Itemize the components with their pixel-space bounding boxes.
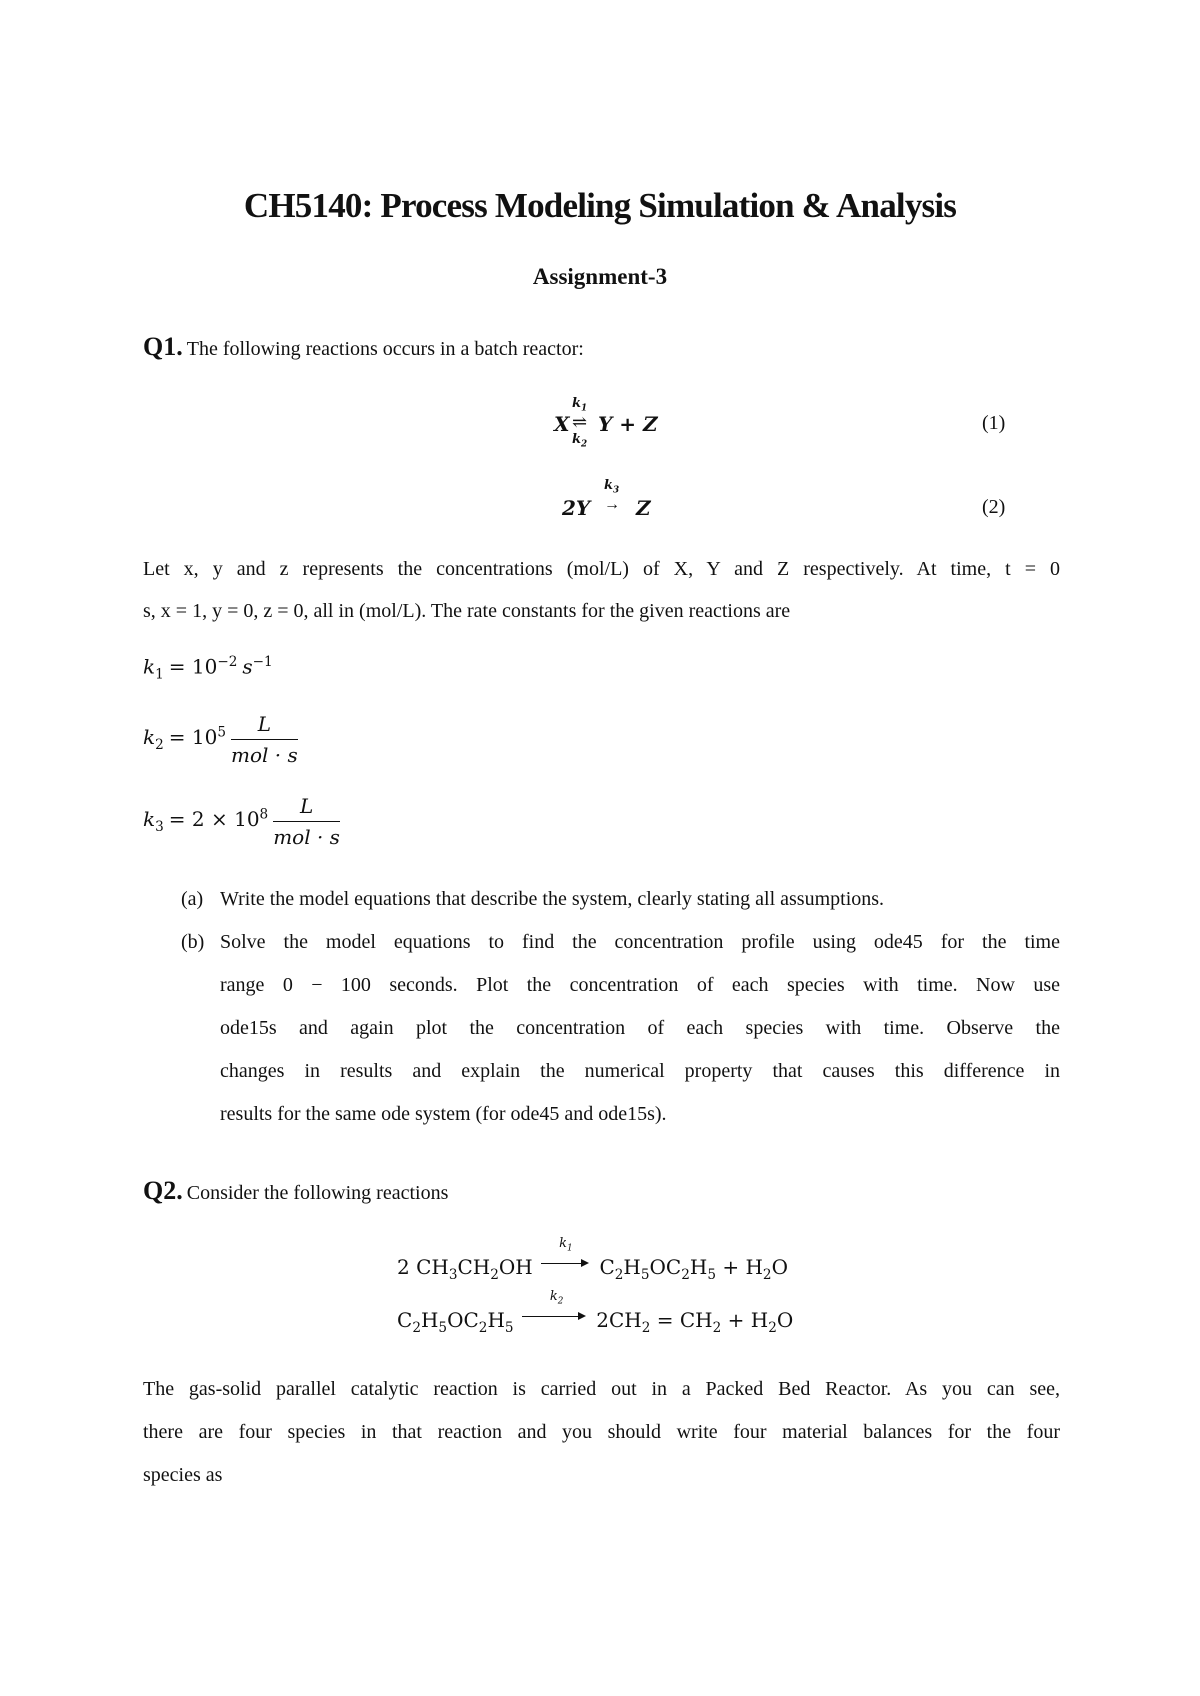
equation-1-number: (1) xyxy=(982,412,1006,434)
part-b-line: changes in results and explain the numerical property that causes this difference in xyxy=(220,1060,1060,1082)
part-a-label: (a) xyxy=(181,888,204,910)
reaction-1: 2 $CH_3CH_2OH$ $k_1$ $C_2H_5OC_2H_5 + H_2O$ xyxy=(397,1236,788,1283)
part-b-line: range 0 − 100 seconds. Plot the concentration of each species with time. Now use xyxy=(220,974,1060,996)
q1-heading xyxy=(143,332,584,362)
q2-paragraph-line: species as xyxy=(143,1464,223,1486)
equation-1: X $k_1$ ⇌ $k_2$ Y + Z xyxy=(554,396,658,450)
rate-constant-k3: $k_3 = 2 \times 10^8$ $\frac{L}{\text{mol · s}}$ xyxy=(143,794,340,849)
part-b-line: ode15s and again plot the concentration of each species with time. Observe the xyxy=(220,1017,1060,1039)
q2-heading xyxy=(143,1176,448,1206)
q2-paragraph-line: there are four species in that reaction and you should write four material balances for the four xyxy=(143,1421,1060,1443)
q1-paragraph-line-2: s, x = 1, y = 0, z = 0, all in (mol/L). The rate constants for the given reactions are xyxy=(143,600,791,622)
equation-2-number: (2) xyxy=(982,496,1006,518)
q2-label: Q2. xyxy=(143,1176,183,1205)
q1-paragraph-line-1: Let x, y and z represents the concentrations (mol/L) of X, Y and Z respectively. At time, t = 0 xyxy=(143,558,1060,580)
reaction-2: $C_2H_5OC_2H_5$ $k_2$ $2CH_2 = CH_2 + H_2O$ xyxy=(397,1289,794,1336)
q2-paragraph-line: The gas-solid parallel catalytic reaction is carried out in a Packed Bed Reactor. As you can see, xyxy=(143,1378,1060,1400)
rate-constant-k1: $k_1 = 10^{-2}$ $s^{-1}$ xyxy=(143,654,273,683)
page-title: CH5140: Process Modeling Simulation & Analysis xyxy=(243,186,957,225)
q2-intro: Consider the following reactions xyxy=(186,1182,449,1204)
part-a-text: Write the model equations that describe the system, clearly stating all assumptions. xyxy=(220,888,885,910)
assignment-subtitle: Assignment-3 xyxy=(532,264,668,289)
part-b-line: results for the same ode system (for ode45 and ode15s). xyxy=(220,1103,667,1125)
part-b-line: Solve the model equations to find the concentration profile using ode45 for the time xyxy=(220,931,1060,953)
equation-2: 2Y $k_3$ → Z xyxy=(562,478,651,520)
part-b-label: (b) xyxy=(181,931,205,953)
q1-intro: The following reactions occurs in a batch reactor: xyxy=(186,338,584,360)
q1-label: Q1. xyxy=(143,332,183,361)
rate-constant-k2: $k_2 = 10^5$ $\frac{L}{\text{mol · s}}$ xyxy=(143,712,298,767)
